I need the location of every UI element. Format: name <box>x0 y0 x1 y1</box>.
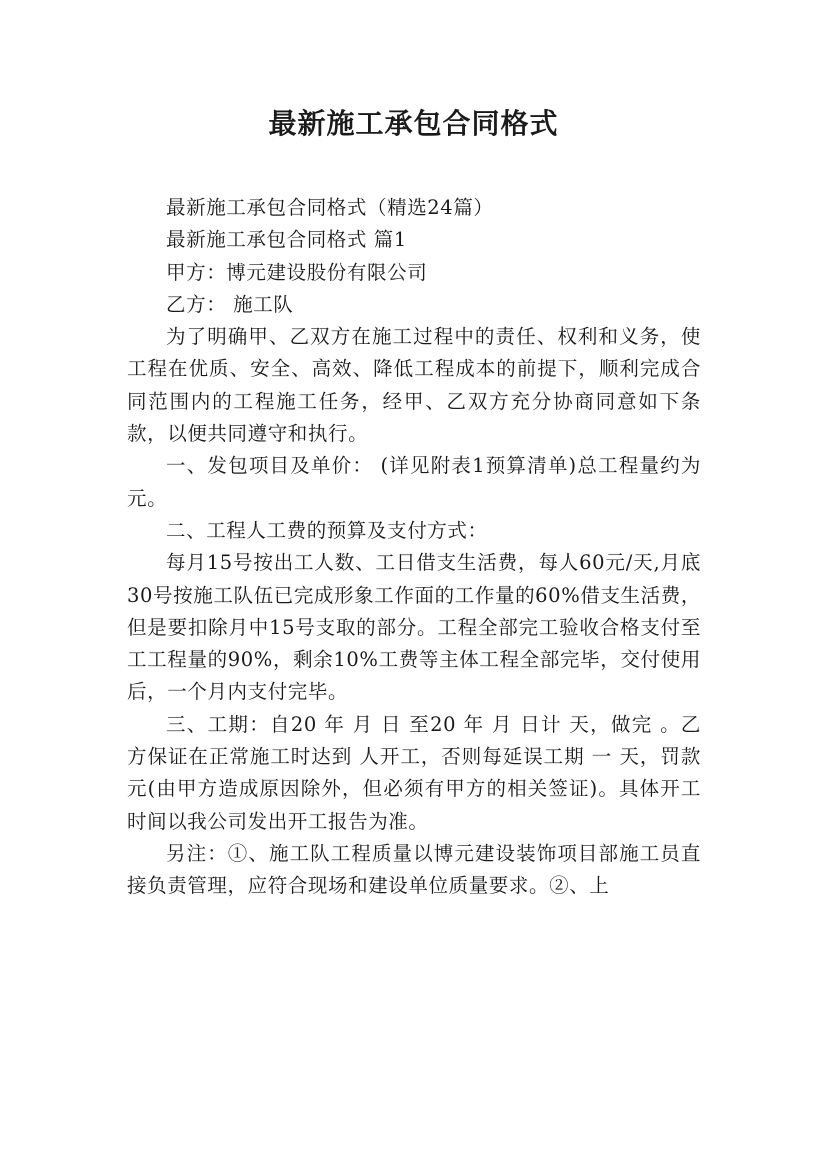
paragraph-clause-3: 三、工期：自20 年 月 日 至20 年 月 日计 天，做完 。乙方保证在正常施工时达到 人开工，否则每延误工期 一 天，罚款 元(由甲方造成原因除外，但必须有甲方的相关签证)。具体开工时间以我公司发出开工报告为准。 <box>127 712 701 833</box>
paragraph-clause-1: 一、发包项目及单价： (详见附表1预算清单)总工程量约为 元。 <box>127 454 701 510</box>
paragraph-clause-2-heading: 二、工程人工费的预算及支付方式： <box>166 518 488 542</box>
document-body <box>127 192 701 903</box>
paragraph-subtitle: 最新施工承包合同格式（精选24篇） <box>166 196 494 219</box>
document-title: 最新施工承包合同格式 <box>268 107 559 140</box>
paragraph-party-a: 甲方：博元建设股份有限公司 <box>166 260 428 284</box>
paragraph-section-heading: 最新施工承包合同格式 篇1 <box>166 228 407 252</box>
paragraph-preamble: 为了明确甲、乙双方在施工过程中的责任、权利和义务，使工程在优质、安全、高效、降低工程成本的前提下，顺利完成合同范围内的工程施工任务，经甲、乙双方充分协商同意如下条款，以便共同遵守和执行。 <box>127 325 701 446</box>
paragraph-clause-2-body: 每月15号按出工人数、工日借支生活费，每人60元/天,月底30号按施工队伍已完成形象工作面的工作量的60%借支生活费，但是要扣除月中15号支取的部分。工程全部完工验收合格支付至工工程量的90%，剩余10%工费等主体工程全部完毕，交付使用后，一个月内支付完毕。 <box>127 551 701 704</box>
paragraph-note: 另注：①、施工队工程质量以博元建设装饰项目部施工员直接负责管理，应符合现场和建设单位质量要求。②、上 <box>127 841 701 898</box>
paragraph-party-b: 乙方： 施工队 <box>166 292 294 316</box>
